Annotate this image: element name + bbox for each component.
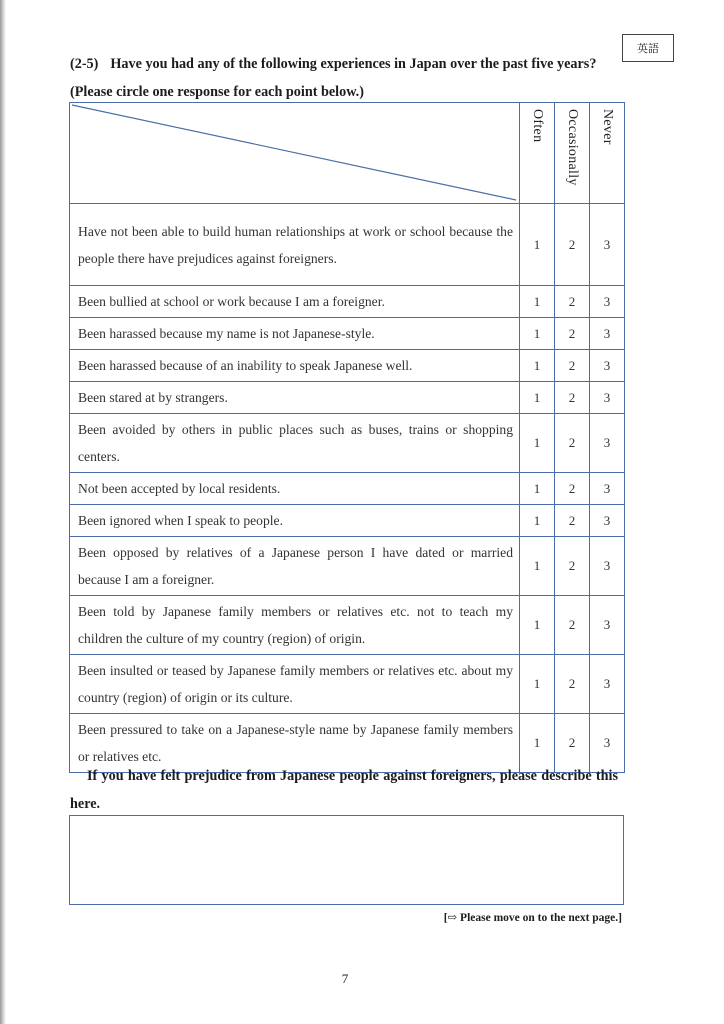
table-row <box>70 382 625 414</box>
option-never[interactable]: 3 <box>590 204 625 286</box>
row-text: Been avoided by others in public places such as buses, trains or shopping centers. <box>70 414 520 473</box>
table-header-row <box>70 103 625 204</box>
option-often[interactable]: 1 <box>520 655 555 714</box>
option-never[interactable]: 3 <box>590 655 625 714</box>
option-occasionally[interactable]: 2 <box>555 204 590 286</box>
free-text-answer-box[interactable] <box>69 815 624 905</box>
option-often[interactable]: 1 <box>520 350 555 382</box>
row-text: Have not been able to build human relationships at work or school because the people there have prejudices against foreigners. <box>70 204 520 286</box>
column-header-often: Often <box>520 103 555 204</box>
experience-table <box>69 102 625 773</box>
option-never[interactable]: 3 <box>590 350 625 382</box>
row-text: Been opposed by relatives of a Japanese person I have dated or married because I am a foreigner. <box>70 537 520 596</box>
table-row <box>70 350 625 382</box>
option-occasionally[interactable]: 2 <box>555 473 590 505</box>
option-occasionally[interactable]: 2 <box>555 596 590 655</box>
diagonal-line <box>70 103 520 203</box>
option-never[interactable]: 3 <box>590 714 625 773</box>
option-never[interactable]: 3 <box>590 318 625 350</box>
page-number: 7 <box>341 971 349 986</box>
table-row <box>70 286 625 318</box>
option-often[interactable]: 1 <box>520 382 555 414</box>
question-heading <box>70 50 630 106</box>
option-never[interactable]: 3 <box>590 537 625 596</box>
next-page-note: [⇨ Please move on to the next page.] <box>443 912 622 924</box>
option-occasionally[interactable]: 2 <box>555 505 590 537</box>
row-text: Been ignored when I speak to people. <box>70 505 520 537</box>
scan-edge <box>0 0 6 1024</box>
row-text: Been pressured to take on a Japanese-style name by Japanese family members or relatives etc. <box>70 714 520 773</box>
option-often[interactable]: 1 <box>520 714 555 773</box>
question-text: Have you had any of the following experiences in Japan over the past five years? (Please circle one response for each point below.) <box>70 56 597 100</box>
table-row <box>70 473 625 505</box>
option-never[interactable]: 3 <box>590 473 625 505</box>
column-header-never: Never <box>590 103 625 204</box>
option-occasionally[interactable]: 2 <box>555 318 590 350</box>
option-never[interactable]: 3 <box>590 382 625 414</box>
table-row <box>70 414 625 473</box>
option-often[interactable]: 1 <box>520 414 555 473</box>
option-often[interactable]: 1 <box>520 204 555 286</box>
option-often[interactable]: 1 <box>520 505 555 537</box>
question-number: (2-5) <box>70 56 99 72</box>
option-often[interactable]: 1 <box>520 473 555 505</box>
row-text: Been told by Japanese family members or relatives etc. not to teach my children the culture of my country (region) of origin. <box>70 596 520 655</box>
option-never[interactable]: 3 <box>590 286 625 318</box>
table-row <box>70 596 625 655</box>
option-often[interactable]: 1 <box>520 596 555 655</box>
table-row <box>70 655 625 714</box>
table-row <box>70 318 625 350</box>
option-never[interactable]: 3 <box>590 414 625 473</box>
option-never[interactable]: 3 <box>590 505 625 537</box>
row-text: Not been accepted by local residents. <box>70 473 520 505</box>
option-often[interactable]: 1 <box>520 537 555 596</box>
row-text: Been stared at by strangers. <box>70 382 520 414</box>
diagonal-header-cell <box>70 103 520 204</box>
option-often[interactable]: 1 <box>520 318 555 350</box>
row-text: Been bullied at school or work because I am a foreigner. <box>70 286 520 318</box>
option-occasionally[interactable]: 2 <box>555 286 590 318</box>
table-row <box>70 505 625 537</box>
option-occasionally[interactable]: 2 <box>555 382 590 414</box>
row-text: Been harassed because of an inability to speak Japanese well. <box>70 350 520 382</box>
table-body <box>70 204 625 773</box>
row-text: Been insulted or teased by Japanese family members or relatives etc. about my country (region) of origin or its culture. <box>70 655 520 714</box>
column-header-occasionally: Occasionally <box>555 103 590 204</box>
option-occasionally[interactable]: 2 <box>555 714 590 773</box>
table-row <box>70 537 625 596</box>
language-tag: 英語 <box>622 34 674 62</box>
table-row <box>70 204 625 286</box>
row-text: Been harassed because my name is not Japanese-style. <box>70 318 520 350</box>
option-occasionally[interactable]: 2 <box>555 655 590 714</box>
free-text-prompt: If you have felt prejudice from Japanese people against foreigners, please describe this here. <box>70 768 618 812</box>
option-occasionally[interactable]: 2 <box>555 414 590 473</box>
option-occasionally[interactable]: 2 <box>555 537 590 596</box>
option-often[interactable]: 1 <box>520 286 555 318</box>
option-never[interactable]: 3 <box>590 596 625 655</box>
option-occasionally[interactable]: 2 <box>555 350 590 382</box>
